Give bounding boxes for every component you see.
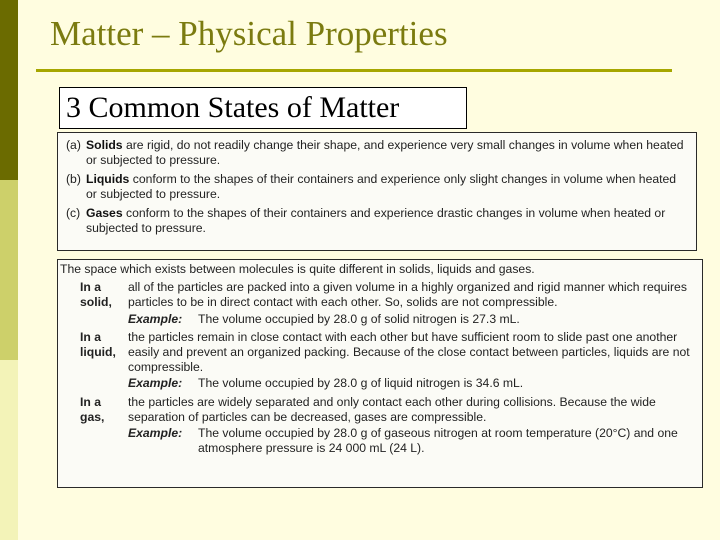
state-item-solids [66,138,688,168]
state-description: are rigid, do not readily change their shape, and experience very small changes in volume when heated or subjected to pressure. [86,138,684,168]
state-term: Liquids [86,171,130,186]
subtitle-box: 3 Common States of Matter [59,87,467,129]
detail-label: In a liquid, [80,329,116,360]
example-line [128,426,696,456]
detail-label: In a gas, [80,394,105,424]
states-scan-image [57,132,697,251]
detail-text: the particles are widely separated and only contact each other during collisions. Because the wide separation of particles can be decreased, gases are compressible. [128,394,656,424]
state-item-liquids [66,172,688,202]
state-term: Gases [86,205,123,220]
example-label: Example: [128,311,183,326]
side-band-mid [0,180,18,360]
side-band-light [0,360,18,540]
detail-label: In a solid, [80,280,112,310]
example-text: The volume occupied by 28.0 g of gaseous nitrogen at room temperature (20°C) and one atmosphere pressure is 24 000 mL (24 L). [198,426,678,456]
state-letter: (c) [66,205,81,220]
details-intro: The space which exists between molecules is quite different in solids, liquids and gases. [60,262,535,276]
state-letter: (b) [66,171,81,186]
title-underline [36,69,672,72]
detail-row-liquid [60,330,696,395]
example-text: The volume occupied by 28.0 g of liquid nitrogen is 34.6 mL. [198,376,524,391]
state-item-gases [66,206,688,236]
detail-row-gas [60,395,696,460]
example-line [128,312,696,327]
example-line [128,376,696,391]
state-description: conform to the shapes of their containers and experience drastic changes in volume when heated or subjected to pressure. [86,205,666,236]
detail-text: all of the particles are packed into a given volume in a highly organized and rigid manner which requires particles to be in direct contact with each other. So, solids are not compressible. [128,280,687,310]
detail-row-solid [60,280,696,330]
details-scan-image [57,259,703,488]
detail-text: the particles remain in close contact with each other but have sufficient room to slide past one another easily and prevent an organized packing. Because of the close contact between particles, liquids are not compressible. [128,329,690,375]
state-term: Solids [86,138,123,152]
slide-title: Matter – Physical Properties [50,14,448,53]
state-letter: (a) [66,138,81,152]
example-text: The volume occupied by 28.0 g of solid nitrogen is 27.3 mL. [198,311,520,326]
state-description: conform to the shapes of their containers and experience only slight changes in volume when heated or subjected to pressure. [86,171,677,202]
example-label: Example: [128,426,183,441]
side-band-dark [0,0,18,180]
example-label: Example: [128,376,183,391]
